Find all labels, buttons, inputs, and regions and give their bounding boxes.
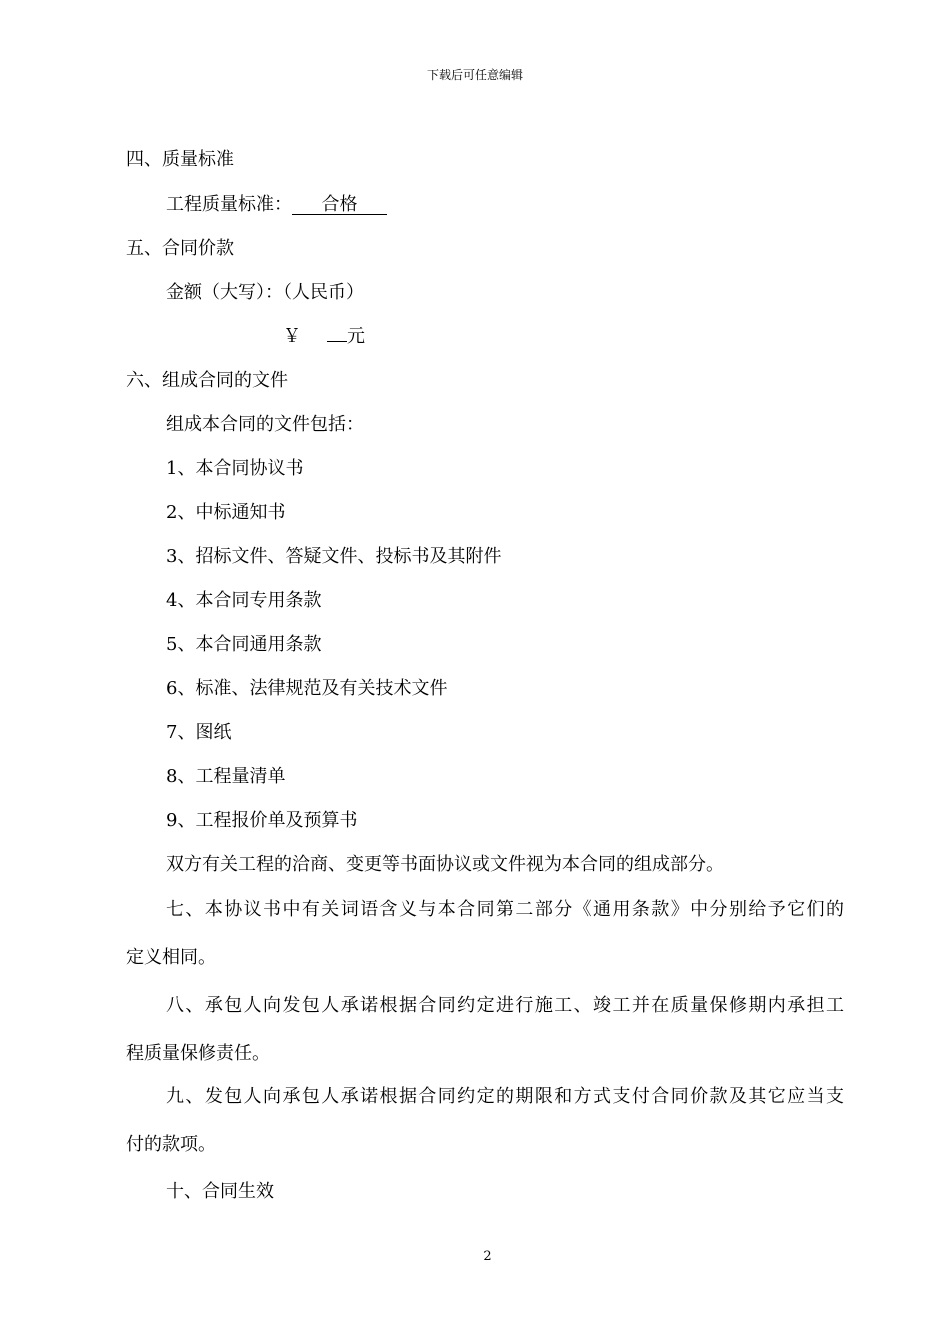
amount-figure-blank (327, 341, 347, 342)
section9-line1: 九、发包人向承包人承诺根据合同约定的期限和方式支付合同价款及其它应当支 (166, 1086, 844, 1107)
section4-title: 四、质量标准 (126, 149, 234, 170)
section6-title: 六、组成合同的文件 (126, 370, 288, 391)
document-item: 8、工程量清单 (166, 766, 286, 787)
quality-standard-line (166, 194, 387, 216)
section8-line1: 八、承包人向发包人承诺根据合同约定进行施工、竣工并在质量保修期内承担工 (166, 995, 844, 1016)
document-item: 9、工程报价单及预算书 (166, 810, 358, 831)
page-header: 下载后可任意编辑 (426, 68, 523, 82)
section9-paragraph (126, 1086, 844, 1156)
document-item: 6、标准、法律规范及有关技术文件 (166, 678, 448, 699)
section7-line2: 定义相同。 (126, 947, 216, 968)
quality-standard-label: 工程质量标准： (166, 194, 292, 215)
document-item: 5、本合同通用条款 (166, 634, 322, 655)
documents-intro: 组成本合同的文件包括： (166, 414, 364, 435)
document-item: 3、招标文件、答疑文件、投标书及其附件 (166, 546, 502, 567)
amount-figure-line (283, 326, 365, 348)
document-item: 1、本合同协议书 (166, 458, 304, 479)
section5-title: 五、合同价款 (126, 238, 234, 259)
document-item: 4、本合同专用条款 (166, 590, 322, 611)
amount-label: 金额（大写）：（人民币） (166, 282, 364, 303)
quality-standard-value: 合格 (292, 196, 387, 215)
section7-paragraph (126, 899, 844, 969)
section8-paragraph (126, 995, 844, 1065)
section7-line1: 七、本协议书中有关词语含义与本合同第二部分《通用条款》中分别给予它们的 (166, 899, 844, 920)
section10-title: 十、合同生效 (166, 1181, 274, 1202)
yen-symbol: ￥ (283, 326, 301, 347)
documents-note: 双方有关工程的洽商、变更等书面协议或文件视为本合同的组成部分。 (166, 854, 724, 875)
section9-line2: 付的款项。 (126, 1134, 216, 1155)
document-item: 2、中标通知书 (166, 502, 286, 523)
section8-line2: 程质量保修责任。 (126, 1043, 270, 1064)
yuan-label: 元 (347, 326, 365, 347)
page-number: 2 (483, 1249, 492, 1264)
document-item: 7、图纸 (166, 722, 232, 743)
